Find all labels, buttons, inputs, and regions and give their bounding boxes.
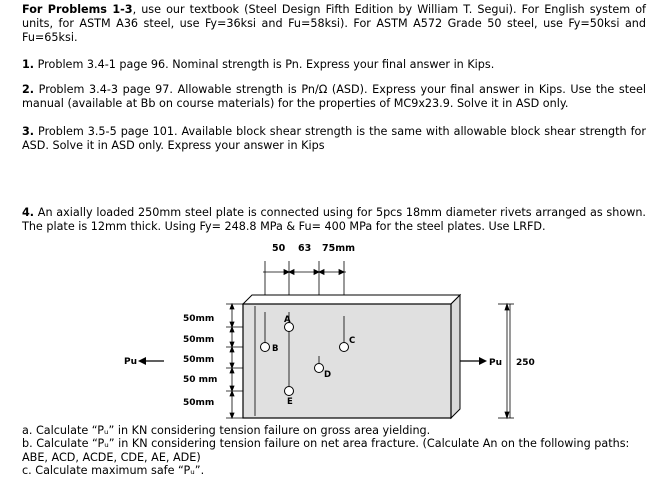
plate [243, 304, 451, 418]
problem-number: 4. [22, 206, 35, 219]
hole-label: D [324, 370, 332, 380]
problem-2 [22, 83, 646, 111]
height-label: 250 [516, 358, 535, 368]
left-dim-label: 50mm [183, 314, 215, 324]
top-dim-label: 63 [298, 243, 312, 254]
top-dim-label: 75mm [322, 243, 356, 254]
hole-b [261, 343, 270, 352]
problem-number: 2. [22, 83, 35, 96]
left-dim-label: 50mm [183, 355, 215, 365]
question-list [22, 424, 646, 478]
problem-3 [22, 125, 646, 153]
plate-side-face [451, 295, 460, 418]
intro-text: , use our textbook (Steel Design Fifth Edition by William T. Segui). For English system of units, for ASTM A36 steel, use Fy=36ksi and Fu=58ksi). For ASTM A572 Grade 50 steel, use Fy=50ksi and Fu=65ksi. [22, 3, 646, 44]
left-dim-label: 50mm [183, 335, 215, 345]
hole-c [340, 343, 349, 352]
hole-e [285, 387, 294, 396]
svg-text:Pu: Pu [124, 357, 138, 367]
problem-number: 1. [22, 58, 35, 71]
svg-text:Pu: Pu [489, 358, 503, 368]
right-load-arrow [460, 357, 502, 368]
problem-text: Problem 3.4-3 page 97. Allowable strength is Pn/Ω (ASD). Express your final answer in Kips. Use the steel manual (available at Bb on course materials) for the properties of MC9x23.9. Solve it in ASD only. [22, 83, 646, 110]
question-a: a. Calculate “Pᵤ” in KN considering tension failure on gross area yielding. [22, 424, 431, 437]
plate-diagram [0, 236, 665, 422]
left-dimension-line [226, 304, 243, 418]
question-b-paths: ABE, ACD, ACDE, CDE, AE, ADE) [22, 450, 201, 464]
problem-1 [22, 58, 646, 72]
hole-label: B [272, 344, 279, 354]
hole-d [315, 364, 324, 373]
problem-text: Problem 3.5-5 page 101. Available block shear strength is the same with allowable block shear strength for ASD. Solve it in ASD only. Express your answer in Kips [22, 125, 646, 152]
problem-4 [22, 206, 646, 234]
question-c: c. Calculate maximum safe “Pᵤ”. [22, 464, 205, 478]
intro-lead: For Problems 1-3 [22, 3, 133, 16]
left-dim-label: 50mm [183, 398, 215, 408]
hole-label: C [349, 336, 356, 346]
problem-text: An axially loaded 250mm steel plate is connected using for 5pcs 18mm diameter rivets arranged as shown. The plate is 12mm thick. Using Fy= 248.8 MPa & Fu= 400 MPa for the steel plates. Use LRFD. [22, 206, 646, 233]
intro-paragraph [22, 3, 646, 45]
hole-label: E [287, 397, 293, 407]
plate-top-face [243, 295, 460, 304]
question-b: b. Calculate “Pᵤ” in KN considering tension failure on net area fracture. (Calculate An on the following paths: [22, 437, 630, 451]
problem-text: Problem 3.4-1 page 96. Nominal strength is Pn. Express your final answer in Kips. [34, 58, 495, 71]
problem-number: 3. [22, 125, 35, 138]
hole-label: A [284, 315, 291, 325]
left-load-arrow [124, 357, 164, 367]
top-dim-label: 50 [272, 243, 286, 254]
left-dim-label: 50 mm [183, 375, 218, 385]
